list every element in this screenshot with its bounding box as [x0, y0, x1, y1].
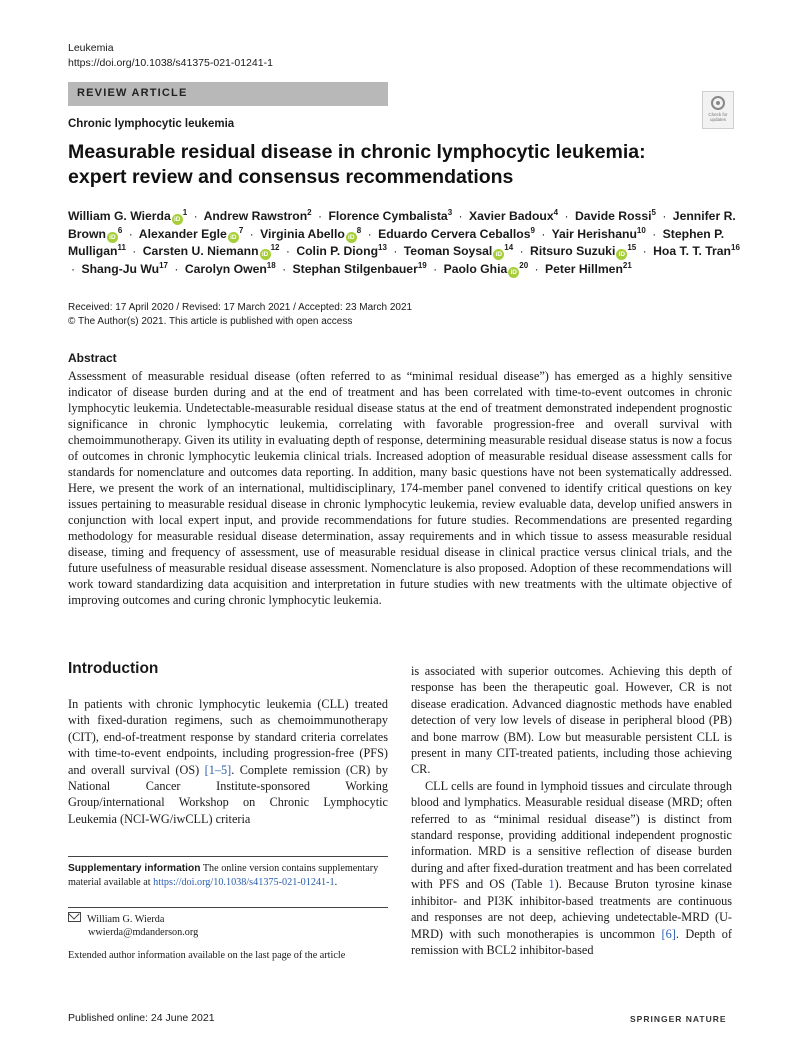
- table-link[interactable]: 1: [548, 877, 555, 892]
- corresponding-author-email[interactable]: wwierda@mdanderson.org: [88, 927, 199, 938]
- author: [143, 244, 280, 258]
- author: [444, 262, 529, 276]
- author-name: Hoa T. T. Tran: [653, 244, 731, 258]
- copyright-notice: © The Author(s) 2021. This article is published with open access: [68, 316, 353, 327]
- affiliation-number: 7: [238, 225, 244, 235]
- intro-col1-text: In patients with chronic lymphocytic leukemia (CLL) treated with fixed-duration regimens, such as chemoimmunotherapy (CIT), end-of-treatment response by standard criteria correlates with time-to-event endpoints, including progression-free (PFS) and overall survival (OS): [68, 697, 388, 777]
- intro-column-2: [411, 663, 732, 958]
- author-name: Xavier Badoux: [468, 209, 554, 223]
- corresponding-author: [68, 912, 164, 927]
- intro-column-1: [68, 696, 388, 827]
- author: [653, 244, 740, 258]
- affiliation-number: 20: [519, 260, 529, 270]
- affiliation-number: 15: [627, 243, 637, 252]
- author-name: Peter Hillmen: [545, 261, 623, 276]
- author: [68, 209, 187, 223]
- author: [328, 209, 452, 223]
- citation-link[interactable]: [6]: [661, 926, 676, 941]
- author-separator: ·: [71, 261, 76, 276]
- author-separator: ·: [534, 261, 539, 276]
- author: [81, 262, 168, 276]
- author: [185, 262, 276, 276]
- abstract-heading: Abstract: [68, 351, 117, 365]
- corresponding-author-name: William G. Wierda: [87, 914, 165, 925]
- author-name: Stephen P. Mulligan: [68, 226, 725, 258]
- affiliation-number: 11: [117, 243, 126, 252]
- section-label: Chronic lymphocytic leukemia: [68, 118, 235, 130]
- citation-link[interactable]: [1–5]: [204, 762, 232, 777]
- intro-col2-text-b: ). Because Bruton tyrosine kinase inhibitor- and PI3K inhibitor-based treatments are continuous and responses are not deep, achieving undetectable-MRD (U-MRD) with such monotherapies is uncommon: [411, 877, 732, 941]
- publisher-logo: SPRINGER NATURE: [630, 1014, 727, 1024]
- author-name: Yair Herishanu: [551, 226, 637, 241]
- author-separator: ·: [393, 244, 398, 258]
- author-name: Alexander Egle: [138, 226, 227, 241]
- orcid-icon[interactable]: iD: [260, 249, 271, 260]
- affiliation-number: 9: [530, 225, 535, 235]
- author-separator: ·: [367, 226, 372, 241]
- affiliation-number: 5: [651, 208, 656, 217]
- article-dates: Received: 17 April 2020 / Revised: 17 March 2021 / Accepted: 23 March 2021: [68, 302, 413, 313]
- author-separator: ·: [249, 226, 254, 241]
- orcid-icon[interactable]: iD: [493, 249, 504, 260]
- author-separator: ·: [662, 209, 667, 223]
- author: [404, 244, 513, 258]
- intro-col1-continuation: . Complete remission (CR) by National Cancer Institute-sponsored Working Group/international Workshop on Chronic Lymphocytic Leukemia (NCI-WG/iwCLL) criteria: [68, 762, 388, 826]
- author-name: Carsten U. Niemann: [142, 244, 259, 258]
- author-list: [68, 208, 748, 278]
- check-for-updates-label: Check for updates: [708, 112, 728, 122]
- author: [260, 227, 361, 241]
- author-name: Andrew Rawstron: [203, 209, 308, 223]
- author-name: Jennifer R. Brown: [68, 209, 736, 241]
- author: [293, 262, 427, 276]
- affiliation-number: 4: [553, 208, 559, 217]
- affiliation-number: 17: [159, 260, 168, 270]
- orcid-icon[interactable]: iD: [107, 232, 118, 243]
- check-for-updates-badge[interactable]: [702, 91, 734, 129]
- author-separator: ·: [132, 244, 137, 258]
- author-name: William G. Wierda: [68, 209, 171, 223]
- author-separator: ·: [174, 261, 179, 276]
- author-name: Eduardo Cervera Ceballos: [378, 226, 531, 241]
- author-name: Virginia Abello: [260, 226, 345, 241]
- affiliation-number: 19: [417, 260, 427, 270]
- abstract-text: Assessment of measurable residual disease (often referred to as “minimal residual disease”) has emerged as a highly sensitive indicator of disease burden during and at the end of treatment and has been correlated with time-to-event outcomes in chronic lymphocytic leukemia. Undetectable-measurable residual disease status at the end of treatment demonstrated independent prognostic significance in chronic lymphocytic leukemia, correlating with favorable progression-free and overall survival with chemoimmunotherapy. Given its utility in evaluating depth of response, determining measurable residual disease status is now a focus of outcomes in chronic lymphocytic leukemia clinical trials. Increased adoption of measurable residual disease assessment calls for standards for nomenclature and outcomes data reporting. In addition, many basic questions have not been systematically addressed. Here, we present the work of an international, multidisciplinary, 174-member panel convened to identify critical questions on key issues pertaining to measurable residual disease in chronic lymphocytic leukemia, review evaluable data, develop unified answers in conjunction with local expert input, and provide recommendations for future studies. Recommendations are presented regarding methodology for measurable residual disease determination, assay requirements and in which tissue to assess measurable residual disease, timing and frequency of assessment, use of measurable residual disease in clinical practice versus clinical trials, and the future usefulness of measurable residual disease assessment. Nomenclature is also proposed. Adoption of these recommendations will work toward standardizing data acquisition and interpretation in future studies with new treatments with the ultimate objective of improving outcomes and curing chronic lymphocytic leukemia.: [68, 369, 732, 607]
- author: [545, 262, 632, 276]
- envelope-icon: [68, 912, 81, 922]
- supplementary-link[interactable]: https://doi.org/10.1038/s41375-021-01241-1: [153, 876, 335, 888]
- extended-author-info: Extended author information available on the last page of the article: [68, 950, 346, 961]
- intro-col2-text-a: CLL cells are found in lymphoid tissues and circulate through blood and lymphatics. Measurable residual disease (MRD; often referred to as “minimal residual disease”) is distinct from standard response, providing additional independent prognostic information. MRD is a sensitive reflection of disease burden during and after fixed-duration treatment and has been correlated with PFS and OS (Table: [411, 778, 732, 892]
- doi-link[interactable]: https://doi.org/10.1038/s41375-021-01241-1: [68, 57, 273, 69]
- author-separator: ·: [564, 209, 569, 223]
- supplementary-info-end: .: [334, 876, 338, 888]
- article-title: Measurable residual disease in chronic lymphocytic leukemia: expert review and consensus recommendations: [68, 141, 646, 188]
- author-separator: ·: [285, 244, 290, 258]
- affiliation-number: 2: [307, 208, 312, 217]
- intro-col2-paragraph-2: [411, 778, 732, 958]
- article-type-label: REVIEW ARTICLE: [77, 87, 188, 99]
- affiliation-number: 10: [636, 225, 646, 235]
- supplementary-info-text: The online version contains supplementary material available at: [68, 863, 379, 888]
- affiliation-number: 21: [622, 260, 632, 270]
- orcid-icon[interactable]: iD: [228, 232, 239, 243]
- orcid-icon[interactable]: iD: [508, 267, 519, 278]
- affiliation-number: 14: [504, 243, 514, 252]
- author-separator: ·: [193, 209, 198, 223]
- affiliation-number: 6: [117, 225, 123, 235]
- affiliation-number: 16: [731, 243, 740, 252]
- author: [139, 227, 244, 241]
- affiliation-number: 18: [266, 260, 276, 270]
- author: [575, 209, 656, 223]
- supplementary-info: [68, 862, 388, 889]
- author: [296, 244, 387, 258]
- author-name: Shang-Ju Wu: [81, 261, 160, 276]
- author-name: Stephan Stilgenbauer: [292, 261, 418, 276]
- affiliation-number: 1: [182, 208, 188, 217]
- author: [552, 227, 646, 241]
- intro-col2-text-c: . Depth of remission with BCL2 inhibitor-based: [411, 926, 732, 957]
- article-type-banner: [68, 82, 388, 106]
- author: [469, 209, 558, 223]
- footnote-divider: [68, 907, 388, 908]
- author: [530, 244, 636, 258]
- author-name: Ritsuro Suzuki: [530, 244, 616, 258]
- journal-name: Leukemia: [68, 42, 114, 54]
- orcid-icon[interactable]: iD: [616, 249, 627, 260]
- affiliation-number: 8: [356, 225, 362, 235]
- author-separator: ·: [458, 209, 463, 223]
- published-date: Published online: 24 June 2021: [68, 1012, 215, 1024]
- affiliation-number: 3: [447, 208, 453, 217]
- author-separator: ·: [652, 226, 657, 241]
- affiliation-number: 12: [270, 243, 280, 252]
- intro-col2-paragraph-1: is associated with superior outcomes. Achieving this depth of response has been the therapeutic goal. However, CR is not disease eradication. Advanced diagnostic methods have enabled detection of very low levels of disease in peripheral blood (PB) and bone marrow (BM). Low but measurable persistent CLL is present in many CIT-treated patients, including those achieving CR.: [411, 664, 732, 777]
- author-separator: ·: [519, 244, 524, 258]
- author-separator: ·: [433, 261, 438, 276]
- author-name: Colin P. Diong: [296, 244, 379, 258]
- orcid-icon[interactable]: iD: [346, 232, 357, 243]
- footnote-divider: [68, 856, 388, 857]
- author-name: Davide Rossi: [574, 209, 652, 223]
- author-separator: ·: [642, 244, 647, 258]
- author-separator: ·: [318, 209, 323, 223]
- author: [378, 227, 535, 241]
- affiliation-number: 13: [378, 243, 387, 252]
- author-name: Carolyn Owen: [184, 261, 267, 276]
- author-name: Teoman Soysal: [403, 244, 493, 258]
- introduction-heading: Introduction: [68, 660, 159, 677]
- author-separator: ·: [282, 261, 287, 276]
- author-separator: ·: [541, 226, 546, 241]
- check-for-updates-icon: [711, 96, 725, 110]
- author-separator: ·: [128, 226, 133, 241]
- orcid-icon[interactable]: iD: [172, 214, 183, 225]
- author: [204, 209, 312, 223]
- author-name: Florence Cymbalista: [328, 209, 448, 223]
- supplementary-info-label: Supplementary information: [68, 863, 201, 874]
- author-name: Paolo Ghia: [443, 261, 508, 276]
